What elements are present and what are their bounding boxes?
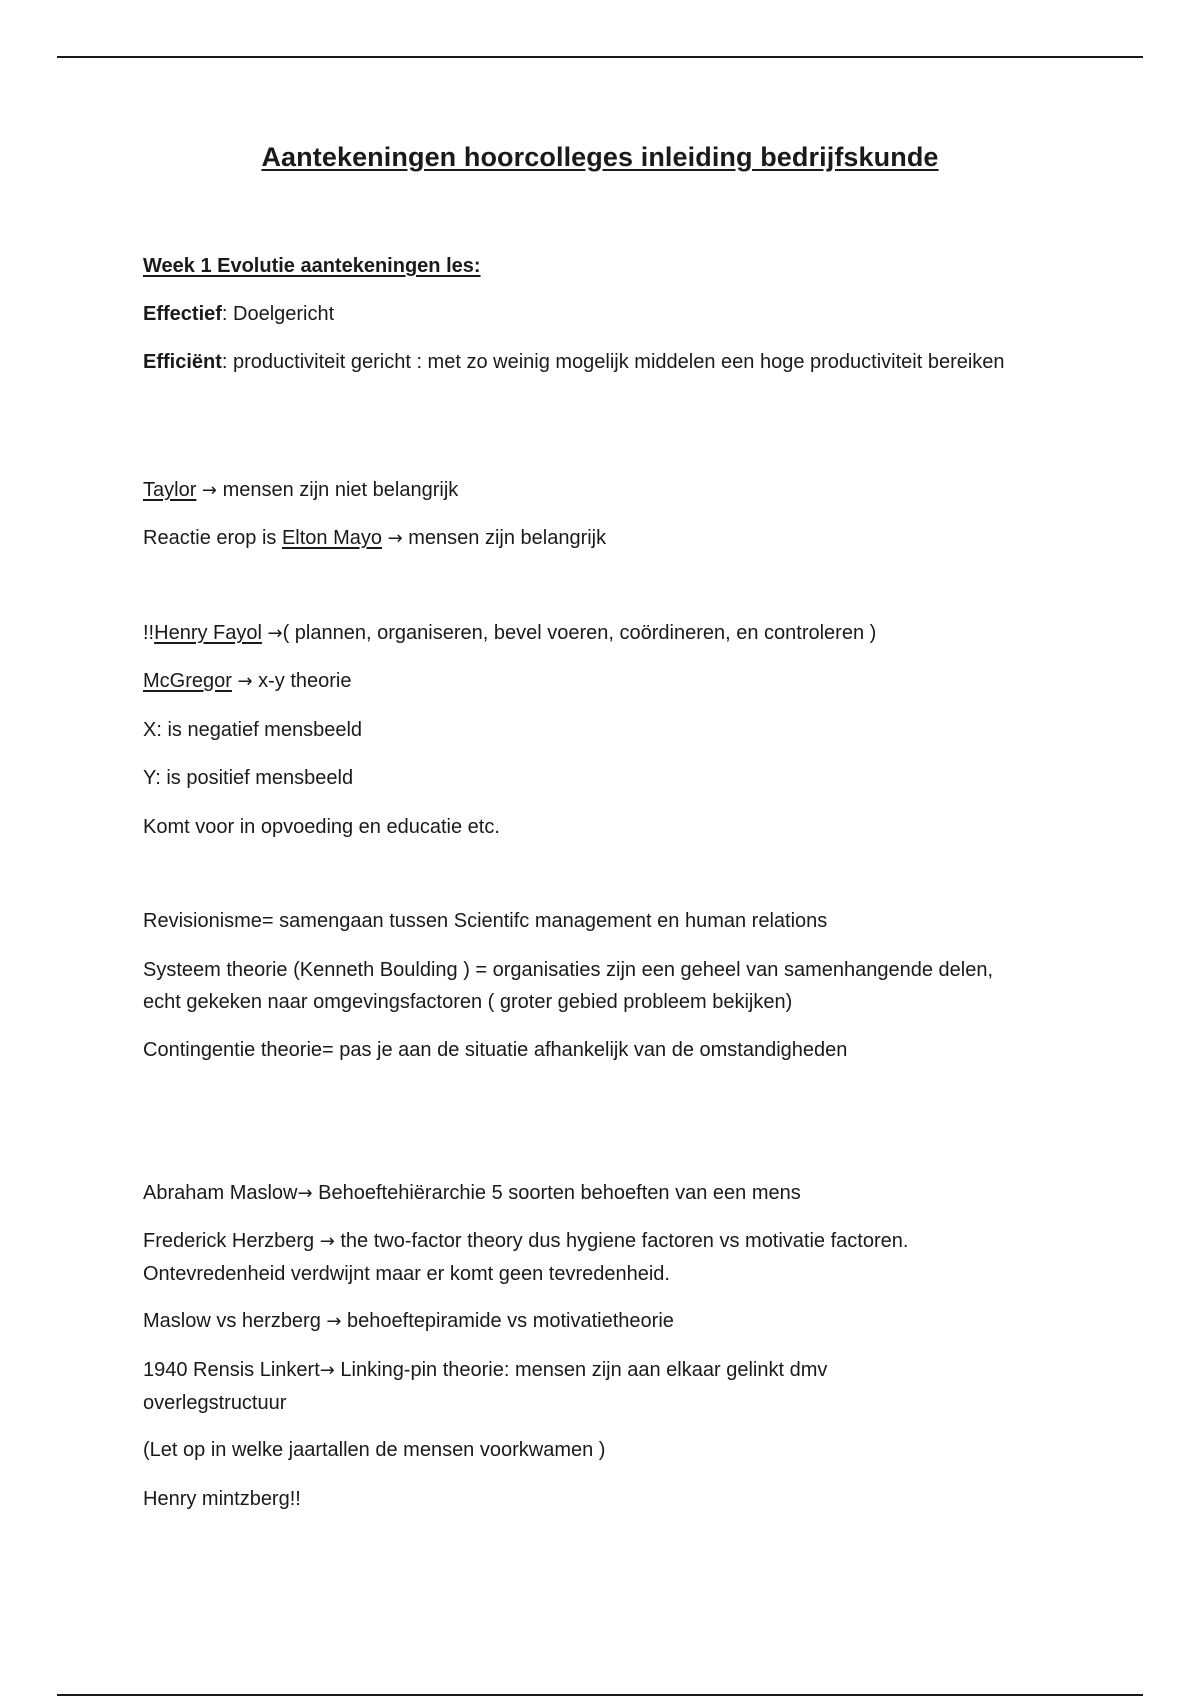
arrow-icon: → xyxy=(387,528,403,549)
mcgregor-line xyxy=(143,665,1043,698)
mcgregor-name: McGregor xyxy=(143,670,232,692)
x-line: X: is negatief mensbeeld xyxy=(143,719,363,741)
arrow-icon: → xyxy=(201,480,218,501)
bottom-rule xyxy=(57,1694,1143,1696)
y-line: Y: is positief mensbeeld xyxy=(143,767,354,789)
arrow-icon: → xyxy=(237,671,253,692)
taylor-line xyxy=(143,474,1043,507)
maslow-name: Abraham Maslow xyxy=(143,1182,298,1204)
herzberg-name: Frederick Herzberg xyxy=(143,1230,320,1252)
effectief-line xyxy=(143,298,1043,330)
komt-line: Komt voor in opvoeding en educatie etc. xyxy=(143,816,500,838)
efficient-term: Efficiënt xyxy=(143,351,222,373)
week-heading: Week 1 Evolutie aantekeningen les: xyxy=(143,255,481,277)
mintzberg-line: Henry mintzberg!! xyxy=(143,1488,301,1510)
fayol-line xyxy=(143,617,1043,650)
mayo-prefix: Reactie erop is xyxy=(143,527,282,549)
maslow-text: Behoeftehiërarchie 5 soorten behoeften van een mens xyxy=(312,1182,801,1204)
taylor-text: mensen zijn niet belangrijk xyxy=(217,479,459,501)
herzberg-text: the two-factor theory dus hygiene factoren vs motivatie factoren. Ontevredenheid verdwijnt maar er komt geen tevredenheid. xyxy=(143,1230,909,1285)
mayo-name: Elton Mayo xyxy=(281,527,383,549)
herzberg-line xyxy=(143,1225,1023,1290)
efficient-line xyxy=(143,346,1033,378)
effectief-term: Effectief xyxy=(143,303,222,325)
taylor-name: Taylor xyxy=(143,479,197,501)
mayo-text: mensen zijn belangrijk xyxy=(402,527,607,549)
arrow-icon: → xyxy=(297,1183,313,1204)
arrow-icon: → xyxy=(267,623,283,644)
contingentie-line: Contingentie theorie= pas je aan de situatie afhankelijk van de omstandigheden xyxy=(143,1039,848,1061)
effectief-definition: : Doelgericht xyxy=(221,303,335,325)
efficient-definition: : productiviteit gericht : met zo weinig mogelijk middelen een hoge productiviteit bereiken xyxy=(221,351,1005,373)
fayol-prefix: !! xyxy=(143,622,155,644)
maslow-line xyxy=(143,1177,1043,1210)
arrow-icon: → xyxy=(319,1231,335,1252)
fayol-name: Henry Fayol xyxy=(154,622,262,644)
maslow-vs-prefix: Maslow vs herzberg xyxy=(143,1310,327,1332)
arrow-icon: → xyxy=(319,1360,335,1381)
linkert-text: Linking-pin theorie: mensen zijn aan elkaar gelinkt dmv overlegstructuur xyxy=(143,1359,828,1414)
top-rule xyxy=(57,56,1143,58)
maslow-vs-text: behoeftepiramide vs motivatietheorie xyxy=(341,1310,674,1332)
linkert-name: 1940 Rensis Linkert xyxy=(143,1359,320,1381)
fayol-text: ( plannen, organiseren, bevel voeren, coördineren, en controleren ) xyxy=(282,622,877,644)
document-title: Aantekeningen hoorcolleges inleiding bedrijfskunde xyxy=(261,142,939,172)
let-op-line: (Let op in welke jaartallen de mensen voorkwamen ) xyxy=(143,1439,606,1461)
mcgregor-text: x-y theorie xyxy=(252,670,352,692)
maslow-vs-line xyxy=(143,1305,1043,1338)
linkert-line xyxy=(143,1354,933,1419)
arrow-icon: → xyxy=(326,1311,342,1332)
mayo-line xyxy=(143,522,1043,555)
systeem-line: Systeem theorie (Kenneth Boulding ) = organisaties zijn een geheel van samenhangende delen, echt gekeken naar omgevingsfactoren ( groter gebied probleem bekijken) xyxy=(143,959,994,1013)
revisionisme-line: Revisionisme= samengaan tussen Scientifc management en human relations xyxy=(143,910,828,932)
